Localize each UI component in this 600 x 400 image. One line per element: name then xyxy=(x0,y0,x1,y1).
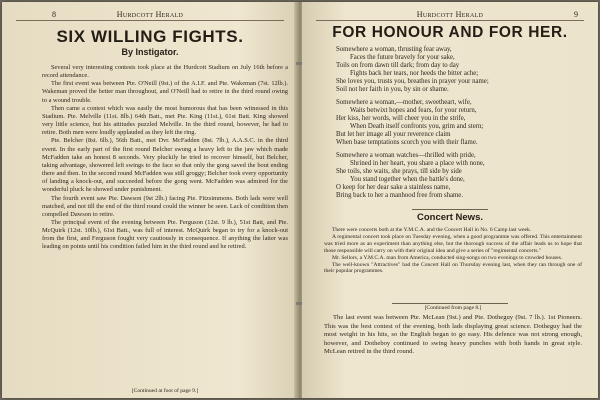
poem-line: But let her image all your reverence claim xyxy=(336,131,451,138)
running-head-right: Hurdcott Herald xyxy=(416,10,484,19)
concert-paragraph: A regimental concert took place on Tuesday evening, when a good programme was offered. This entertainment was tried more as an experiment than anything else, but the thorough success of the affair leads us to hope that those responsible will carry on with their original idea and give a series of "regimental concerts." xyxy=(324,233,582,254)
concert-paragraph: There were concerts both at the Y.M.C.A. and the Concert Hall in No. 6 Camp last week. xyxy=(332,227,532,233)
poem-line: Shrined in her heart, you share a place with none, xyxy=(350,160,485,167)
article-byline: By Instigator. xyxy=(121,47,179,57)
poem-line: Faces the future bravely for your sake, xyxy=(350,54,455,61)
poem-stanza xyxy=(336,46,576,94)
left-running-header xyxy=(16,10,284,21)
poem-line: Somewhere a woman,—mother, sweetheart, wife, xyxy=(336,99,472,106)
poem-title: FOR HONOUR AND FOR HER. xyxy=(332,24,568,41)
article-title: SIX WILLING FIGHTS. xyxy=(56,27,244,46)
poem-line: When Death itself confronts you, grim and stern; xyxy=(350,123,484,130)
page-number-right: 9 xyxy=(574,10,578,19)
continued-from-note: [Continued from page 8.] xyxy=(424,305,482,311)
right-running-header xyxy=(316,10,584,21)
poem-stanza xyxy=(336,99,576,147)
poem xyxy=(336,46,576,205)
poem-line: You stand together when the battle's done, xyxy=(350,176,465,183)
poem-line: She toils, she waits, she prays, till side by side xyxy=(336,168,462,175)
article-paragraph: The fourth event saw Pte. Dawson (9st 2lb.) facing Pte. Fitzsimmons. Both lads were well matched, and not till the end of the third round could the winner be seen. Lack of condition then compelled Dawson to retire. xyxy=(42,194,288,218)
article-paragraph: Pte. Belcher (8st. 6lb.), 56th Batt., met Dvr. McFadden (8st. 7lb.), A.A.S.C. in the third event. In the early part of the first round Belcher swung a heavy left to the jaw which made McFadden take an honest 8 seconds. Very pluckily he tried to recover himself, but Belcher, taking advantage, showered left swings to the face so that only the gong saved the bout ending there and then. In the second round McFadden was still groggy; Belcher took every opportunity of landing a knock-out, and succeeded before the gong went. McFadden was admired for the wonderful pluck he showed under punishment. xyxy=(42,137,288,194)
poem-line: Somewhere a woman watches—thrilled with pride, xyxy=(336,152,476,159)
concert-paragraph: The well-known "Attractives" had the Concert Hall on Thursday evening last, when they ran through one of their popular programmes. xyxy=(324,261,582,275)
page-number-left: 8 xyxy=(52,10,56,19)
poem-line: Toils on from dawn till dark; from day to day xyxy=(336,62,460,69)
concert-news-body xyxy=(324,227,582,275)
concert-news-title: Concert News. xyxy=(417,212,483,223)
poem-stanza xyxy=(336,152,576,200)
closing-article-body xyxy=(324,314,582,357)
continued-note: [Continued at foot of page 9.] xyxy=(131,388,199,394)
article-paragraph: Then came a contest which was easily the most humorous that has been witnessed in this Stadium. Pte. Melville (11st. 8lb.) 64th Batt., met Pte. King (11st.), 61st Batt. King showed very little science, but his attitudes puzzled Melville. In the third round, however, he had to retire. Both men were loudly applauded as they left the ring. xyxy=(42,104,288,137)
concert-paragraph: Mr. Sellors, a Y.M.C.A. man from America, conducted sing-songs on two evenings to crowded houses. xyxy=(332,254,563,261)
poem-line: Waits betwixt hopes and fears, for your return, xyxy=(350,107,477,114)
right-page xyxy=(302,2,598,398)
magazine-spread xyxy=(2,2,598,398)
poem-line: Soil not her faith in you, by sin or shame. xyxy=(336,86,449,93)
poem-line: Somewhere a woman, thrusting fear away, xyxy=(336,46,452,53)
divider-rule xyxy=(412,209,488,210)
poem-line: O keep for her dear sake a stainless name, xyxy=(336,184,451,191)
divider-rule xyxy=(392,303,508,304)
running-head-left: Hurdcott Herald xyxy=(116,10,184,19)
article-paragraph: The first event was between Pte. O'Neill (9st.) of the A.I.F. and Pte. Wakeman (7st. 12lb.). Wakeman proved the better man throughout, and O'Neill had to retire in the third round owing to a wound trouble. xyxy=(42,80,288,104)
poem-line: Bring back to her a manhood free from shame. xyxy=(336,192,464,199)
poem-line: Fights back her tears, nor heeds the bitter ache; xyxy=(350,70,479,77)
poem-line: Her kiss, her words, will cheer you in the strife, xyxy=(336,115,466,122)
poem-line: She loves you, trusts you, breathes in prayer your name; xyxy=(336,78,489,85)
article-paragraph: Several very interesting contests took place at the Hurdcott Stadium on July 16th before a record attendance. xyxy=(42,64,288,80)
left-page xyxy=(2,2,298,398)
article-body xyxy=(42,64,288,252)
poem-line: When base temptations scorch you with their flame. xyxy=(336,139,478,146)
article-paragraph: The principal event of the evening between Pte. Ferguson (12st. 9 lb.), 51st Batt, and Pte. McQuirk (12st. 10lb.), 61st Batt., was full of interest. McQuirk began to try for a knock-out from the first, and Ferguson fought very cautiously in consequence. If anything the latter was leading on points until his condition failed him in the third round and he retired. xyxy=(42,218,288,251)
closing-paragraph: The last event was between Pte. McLean (9st.) and Pte. Dotheguy (9st. 7 lb.). 1st Pioneers. This was the best contest of the evening, both lads displaying great science. Dotheguy had the most weight in his hits, so the English began to go easy. His defence was not strong enough, however, and Dotheboy continued to swing heavy punches with both hands in great style. McLean retired in the third round. xyxy=(324,314,582,356)
